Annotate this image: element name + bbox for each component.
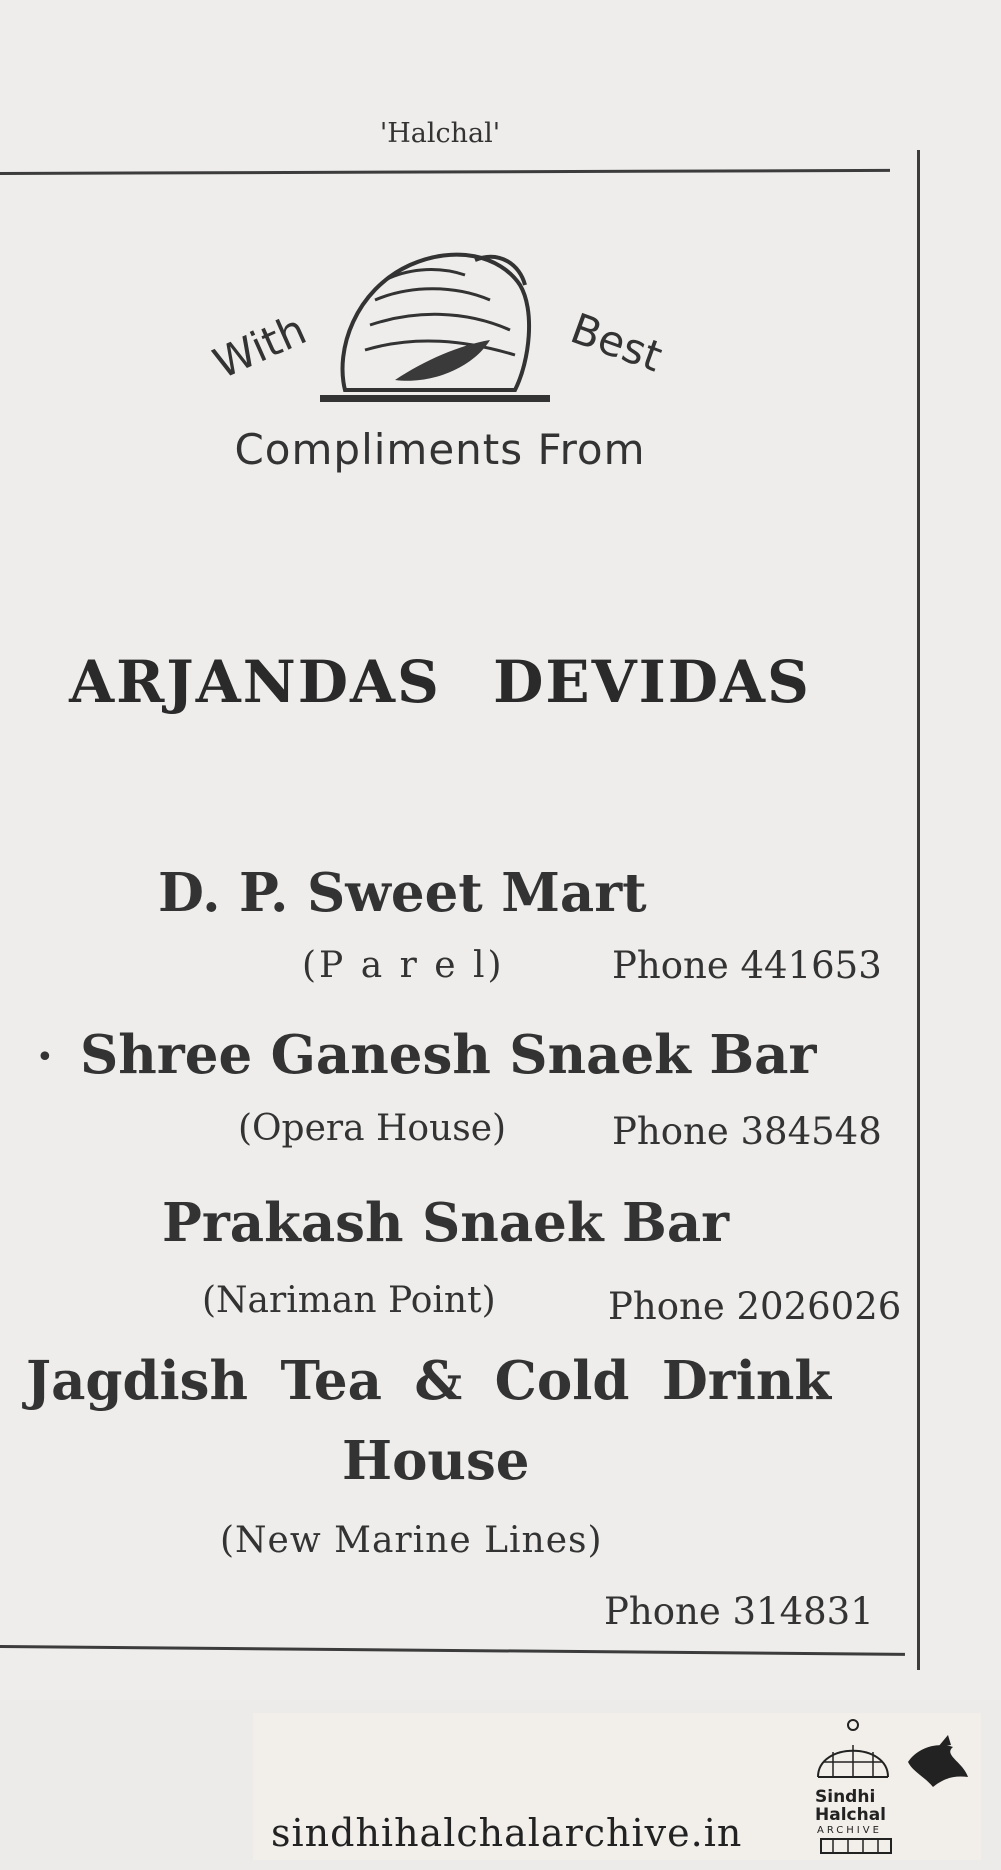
shop-phone: Phone 314831 — [604, 1590, 874, 1633]
greeting-with: With — [206, 304, 314, 389]
archive-logo — [813, 1717, 973, 1857]
shop-name: Prakash Snaek Bar — [162, 1192, 730, 1254]
archive-footer — [253, 1713, 981, 1860]
company-name: ARJANDAS DEVIDAS — [69, 648, 811, 716]
conch-shell-icon — [315, 240, 555, 415]
shop-name-line2: House — [342, 1430, 530, 1492]
shop-location: (Nariman Point) — [202, 1280, 496, 1321]
frame-top-border — [0, 169, 890, 175]
shop-name-line1: Jagdish Tea & Cold Drink — [26, 1350, 832, 1412]
logo-text-halchal: Halchal — [815, 1805, 887, 1825]
shop-phone: Phone 441653 — [612, 944, 882, 987]
greeting-block — [200, 240, 680, 480]
shop-location: (New Marine Lines) — [220, 1520, 603, 1561]
greeting-compliments: Compliments From — [234, 425, 646, 474]
shop-location: (Opera House) — [238, 1108, 507, 1149]
greeting-best: Best — [564, 303, 669, 382]
page-header: 'Halchal' — [379, 118, 501, 149]
shop-location: (P a r e l) — [302, 945, 505, 986]
shop-name: D. P. Sweet Mart — [158, 862, 647, 924]
logo-text-sindhi: Sindhi — [815, 1787, 876, 1807]
shop-name: Shree Ganesh Snaek Bar — [80, 1024, 817, 1086]
shop-phone: Phone 2026026 — [608, 1285, 902, 1328]
frame-bottom-border — [0, 1645, 905, 1656]
bullet-mark: • — [36, 1040, 54, 1075]
frame-right-border — [917, 150, 920, 1670]
logo-text-archive: ARCHIVE — [817, 1825, 882, 1836]
archive-website-link[interactable]: sindhihalchalarchive.in — [271, 1811, 743, 1855]
shop-phone: Phone 384548 — [612, 1110, 882, 1153]
